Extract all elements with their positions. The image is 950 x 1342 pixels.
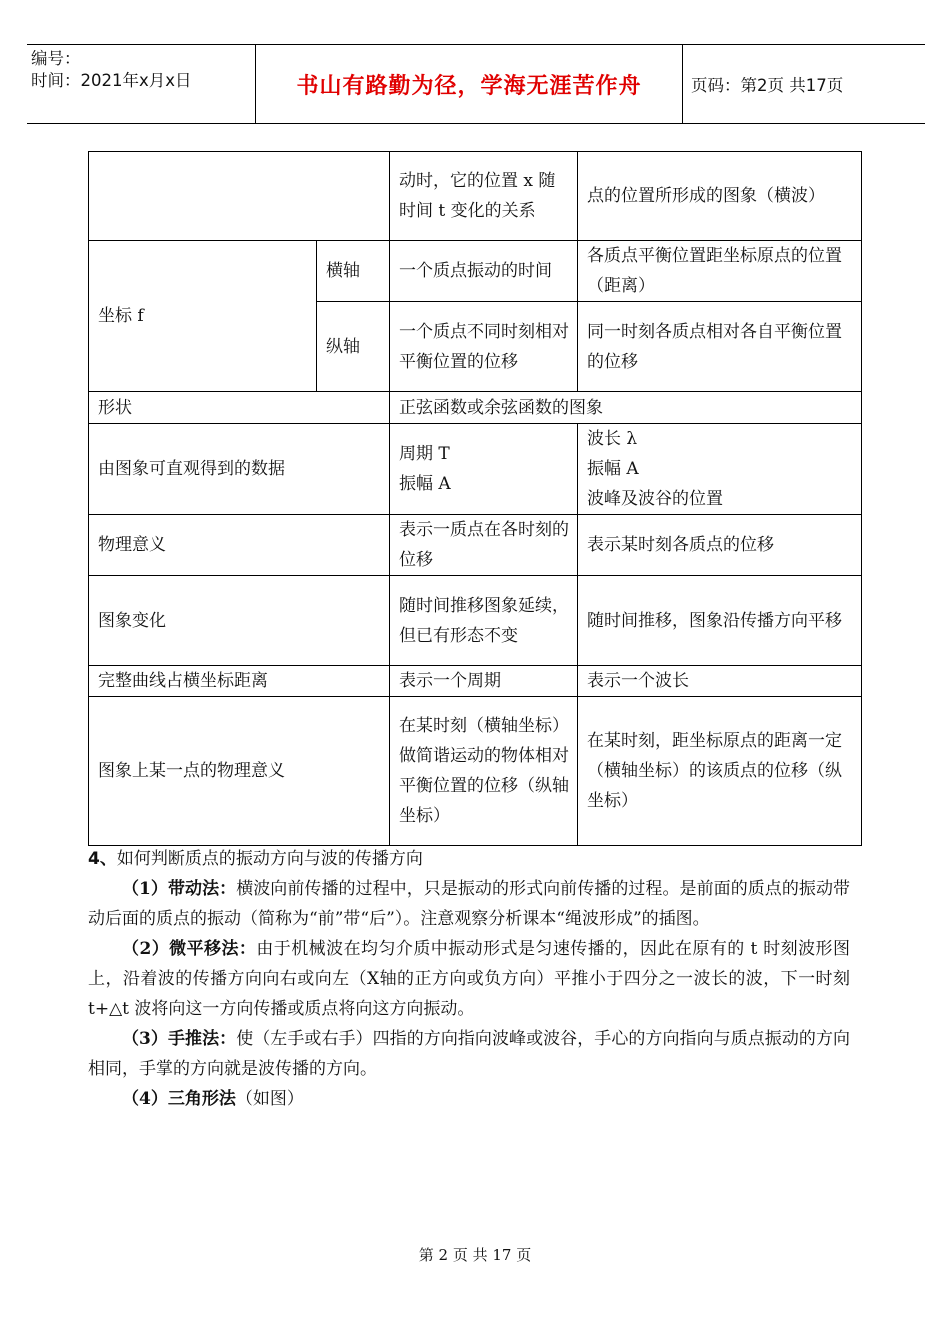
- method-text: 横波向前传播的过程中，只是振动的形式向前传播的过程。是前面的质点的振动带动后面的质点的振动（简称为“前”带“后”）。注意观察分析课本“绳波形成”的插图。: [88, 879, 850, 929]
- table-cell: 一个质点振动的时间: [390, 241, 578, 302]
- method-text: （如图）: [235, 1089, 304, 1109]
- row-label-shape: 形状: [89, 392, 390, 424]
- row-label-coordinate: 坐标 f: [89, 241, 317, 392]
- table-cell: 在某时刻，距坐标原点的距离一定（横轴坐标）的该质点的位移（纵坐标）: [578, 697, 862, 846]
- header-page-info: 页码：第2页 共17页: [691, 76, 844, 95]
- table-cell: 动时，它的位置 x 随时间 t 变化的关系: [390, 152, 578, 241]
- table-cell: 各质点平衡位置距坐标原点的位置（距离）: [578, 241, 862, 302]
- header-meta: [27, 45, 255, 123]
- comparison-table: [88, 151, 862, 846]
- row-label-change: 图象变化: [89, 576, 390, 666]
- table-row: [89, 515, 862, 576]
- row-label-distance: 完整曲线占横坐标距离: [89, 666, 390, 697]
- cell-line: 波长 λ: [587, 429, 638, 449]
- section-number: 4、: [88, 849, 117, 869]
- row-label-vertical-axis: 纵轴: [317, 302, 390, 392]
- table-row: [89, 392, 862, 424]
- table-cell: 点的位置所形成的图象（横波）: [578, 152, 862, 241]
- header-divider: [682, 45, 683, 123]
- row-label-point: 图象上某一点的物理意义: [89, 697, 390, 846]
- table-row: [89, 152, 862, 241]
- table-cell: 正弦函数或余弦函数的图象: [390, 392, 862, 424]
- table-row: [89, 666, 862, 697]
- cell-line: 波峰及波谷的位置: [587, 489, 723, 509]
- method-paragraph: [88, 874, 850, 934]
- table-cell: 在某时刻（横轴坐标）做简谐运动的物体相对平衡位置的位移（纵轴坐标）: [390, 697, 578, 846]
- table-row: [89, 241, 862, 302]
- cell-line: 振幅 A: [587, 459, 639, 479]
- method-label: （4）三角形法: [122, 1089, 236, 1109]
- time-label: 时间：2021年x月x日: [31, 71, 192, 90]
- table-cell: 随时间推移，图象沿传播方向平移: [578, 576, 862, 666]
- table-cell: [89, 152, 390, 241]
- row-label-data: 由图象可直观得到的数据: [89, 424, 390, 515]
- table-cell: 表示某时刻各质点的位移: [578, 515, 862, 576]
- method-paragraph: [88, 934, 850, 1024]
- row-label-meaning: 物理意义: [89, 515, 390, 576]
- page-header: [27, 44, 925, 124]
- method-paragraph: [88, 1024, 850, 1084]
- table-cell: 随时间推移图象延续，但已有形态不变: [390, 576, 578, 666]
- table-cell: [578, 424, 862, 515]
- method-label: （2）微平移法：: [122, 939, 257, 959]
- method-text: 由于机械波在均匀介质中振动形式是匀速传播的，因此在原有的 t 时刻波形图上，沿着波的传播方向向右或向左（X轴的正方向或负方向）平推小于四分之一波长的波，下一时刻 t+△t 波将向这一方向传播或质点将向这方向振动。: [88, 939, 850, 1019]
- cell-line: 周期 T: [399, 444, 450, 464]
- number-label: 编号：: [31, 49, 81, 68]
- table-cell: 表示一个波长: [578, 666, 862, 697]
- row-label-horizontal-axis: 横轴: [317, 241, 390, 302]
- table-cell: 表示一质点在各时刻的位移: [390, 515, 578, 576]
- section-title: 如何判断质点的振动方向与波的传播方向: [116, 849, 423, 869]
- table-cell: 表示一个周期: [390, 666, 578, 697]
- method-label: （1）带动法：: [122, 879, 237, 899]
- header-motto: 书山有路勤为径，学海无涯苦作舟: [296, 73, 642, 99]
- table-cell: [390, 424, 578, 515]
- cell-line: 振幅 A: [399, 474, 451, 494]
- method-text: 使（左手或右手）四指的方向指向波峰或波谷，手心的方向指向与质点振动的方向相同，手掌的方向就是波传播的方向。: [88, 1029, 850, 1079]
- page-footer: 第 2 页 共 17 页: [418, 1246, 532, 1264]
- method-paragraph: [88, 1084, 850, 1114]
- table-cell: 同一时刻各质点相对各自平衡位置的位移: [578, 302, 862, 392]
- section-heading: [88, 844, 850, 874]
- table-row: [89, 697, 862, 846]
- table-cell: 一个质点不同时刻相对平衡位置的位移: [390, 302, 578, 392]
- method-label: （3）手推法：: [122, 1029, 237, 1049]
- table-row: [89, 576, 862, 666]
- table-row: [89, 424, 862, 515]
- section-4: [88, 844, 850, 1114]
